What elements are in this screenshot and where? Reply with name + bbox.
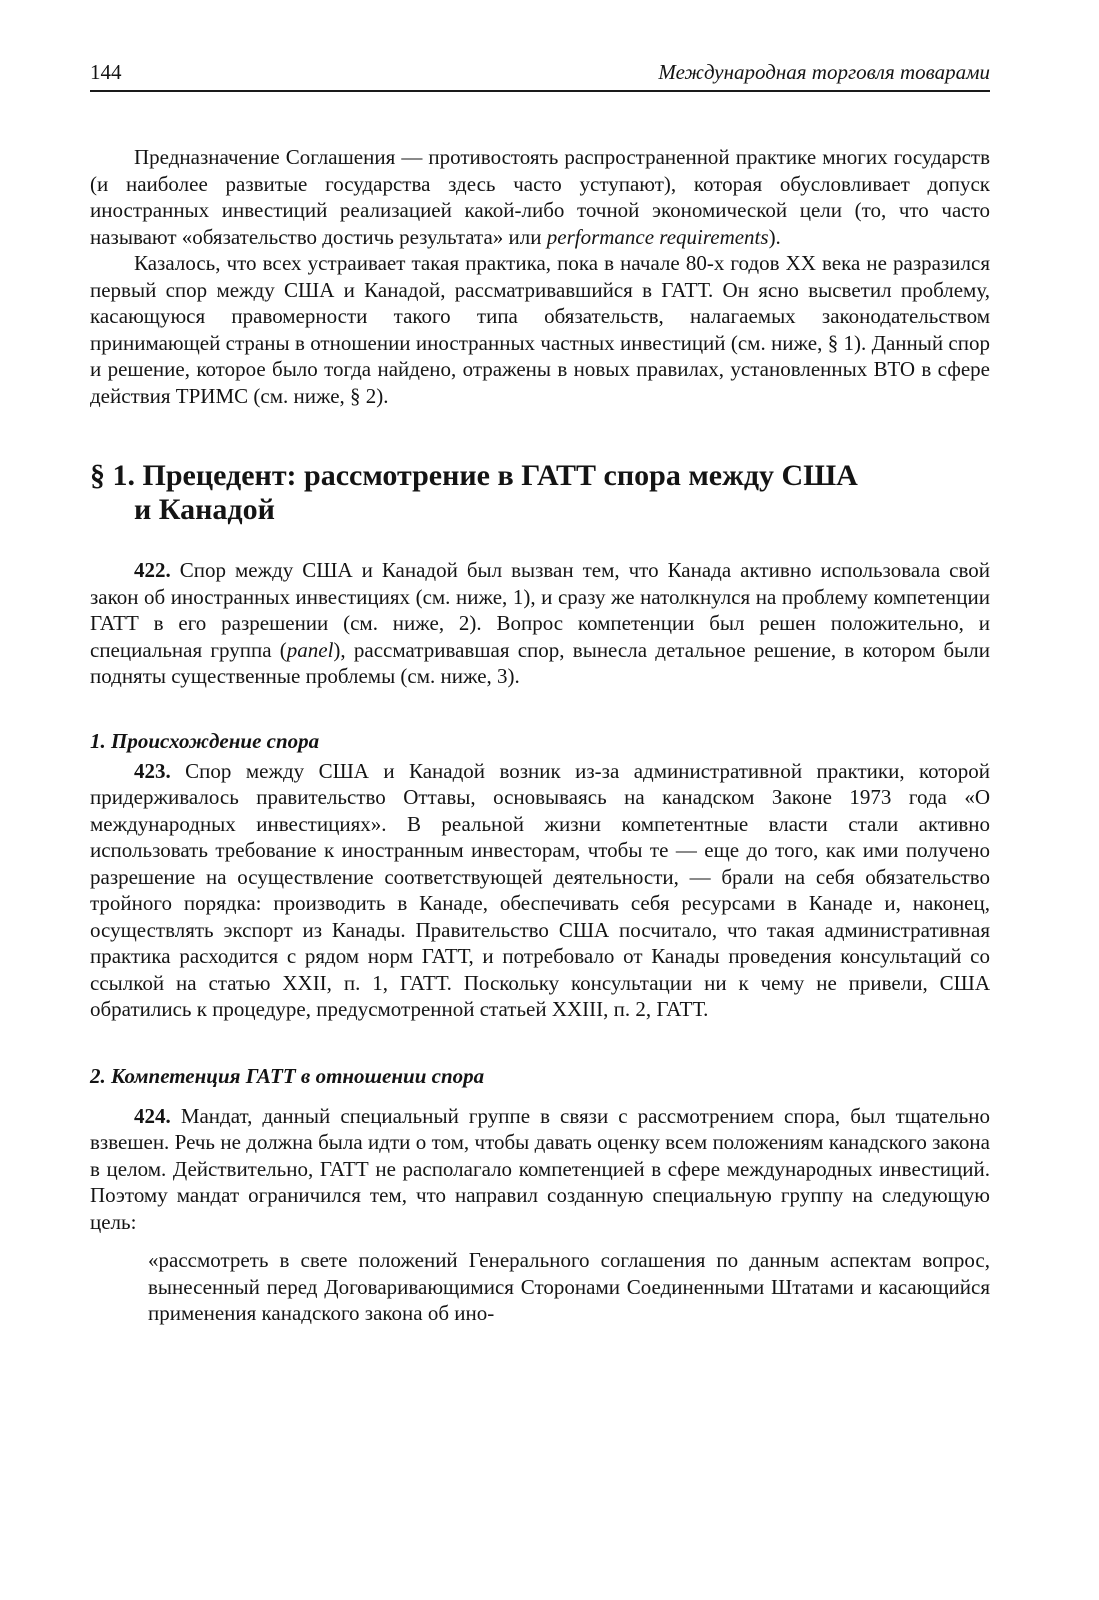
subsection-2-heading: 2. Компетенция ГАТТ в отношении спора xyxy=(90,1063,485,1088)
paragraph-422 xyxy=(90,557,990,690)
page-number: 144 xyxy=(90,60,122,84)
intro-term: performance requirements xyxy=(546,224,769,249)
running-title: Международная торговля товарами xyxy=(658,60,990,84)
paragraph-number: 422. xyxy=(134,558,171,582)
paragraph-423 xyxy=(90,758,990,1023)
intro-text-b: ). xyxy=(768,224,781,249)
intro-paragraph-1 xyxy=(90,144,990,250)
paragraph-424-text: Мандат, данный специальный группе в связи с рассмотрением спора, был тщательно взвешен. Речь не должна была идти о том, чтобы давать оценку всем положениям канадского закона в целом. Действительно, ГАТТ не располагало компетенцией в сфере международных инвестиций. Поэтому мандат ограничился тем, что направил созданную специальную группу на следующую цель: xyxy=(90,1103,990,1234)
section-1-heading-line1: § 1. Прецедент: рассмотрение в ГАТТ спора между США xyxy=(90,459,858,492)
section-1-heading xyxy=(90,459,990,527)
paragraph-423-text: Спор между США и Канадой возник из-за административной практики, которой придерживалось правительство Оттавы, основываясь на канадском Законе 1973 года «О международных инвестициях». В реальной жизни компетентные власти стали активно использовать требование к иностранным инвесторам, чтобы те — еще до того, как ими получено разрешение на осуществление соответствующей деятельности, — брали на себя обязательство тройного порядка: производить в Канаде, обеспечивать себя ресурсами в Канаде и, наконец, осуществлять экспорт из Канады. Правительство США посчитало, что такая административная практика расходится с рядом норм ГАТТ, и потребовало от Канады проведения консультаций со ссылкой на статью XXII, п. 1, ГАТТ. Поскольку консультации ни к чему не привели, США обратились к процедуре, предусмотренной статьей XXIII, п. 2, ГАТТ. xyxy=(90,758,990,1021)
mandate-quote: «рассмотреть в свете положений Генерального соглашения по данным аспектам вопрос, вынесенный перед Договаривающимися Сторонами Соединенными Штатами и касающийся применения канадского закона об ино- xyxy=(148,1248,990,1325)
running-header xyxy=(90,58,990,92)
book-page xyxy=(90,58,990,1327)
paragraph-422-term: panel xyxy=(286,637,334,662)
paragraph-422-text-a: Спор между США и Канадой был вызван тем, что Канада активно использовала свой закон об иностранных инвестициях (см. ниже, 1), и сразу же натолкнулся на проблему компетенции ГАТТ в его разрешении (см. ниже, 2). Вопрос компетенции был решен положительно, и специальная группа ( xyxy=(90,558,990,662)
intro-text-a: Предназначение Соглашения — противостоять распространенной практике многих государств (и наиболее развитые государства здесь часто уступают), которая обусловливает допуск иностранных инвестиций реализацией какой-либо точной экономической цели (то, что часто называют «обязательство достичь результата» или xyxy=(90,145,990,249)
subsection-1-heading: 1. Происхождение спора xyxy=(90,728,320,753)
paragraph-number: 423. xyxy=(134,758,171,783)
section-1-heading-line2: и Канадой xyxy=(134,493,275,526)
paragraph-424 xyxy=(90,1103,990,1236)
intro-paragraph-2: Казалось, что всех устраивает такая практика, пока в начале 80-х годов XX века не разразился первый спор между США и Канадой, рассматривавшийся в ГАТТ. Он ясно высветил проблему, касающуюся правомерности такого типа обязательств, налагаемых законодательством принимающей страны в отношении иностранных частных инвестиций (см. ниже, § 1). Данный спор и решение, которое было тогда найдено, отражены в новых правилах, установленных ВТО в сфере действия ТРИМС (см. ниже, § 2). xyxy=(90,251,990,408)
paragraph-number: 424. xyxy=(134,1103,171,1128)
paragraph-422-text-b: ), рассматривавшая спор, вынесла детальное решение, в котором были подняты существенные проблемы (см. ниже, 3). xyxy=(90,637,990,688)
